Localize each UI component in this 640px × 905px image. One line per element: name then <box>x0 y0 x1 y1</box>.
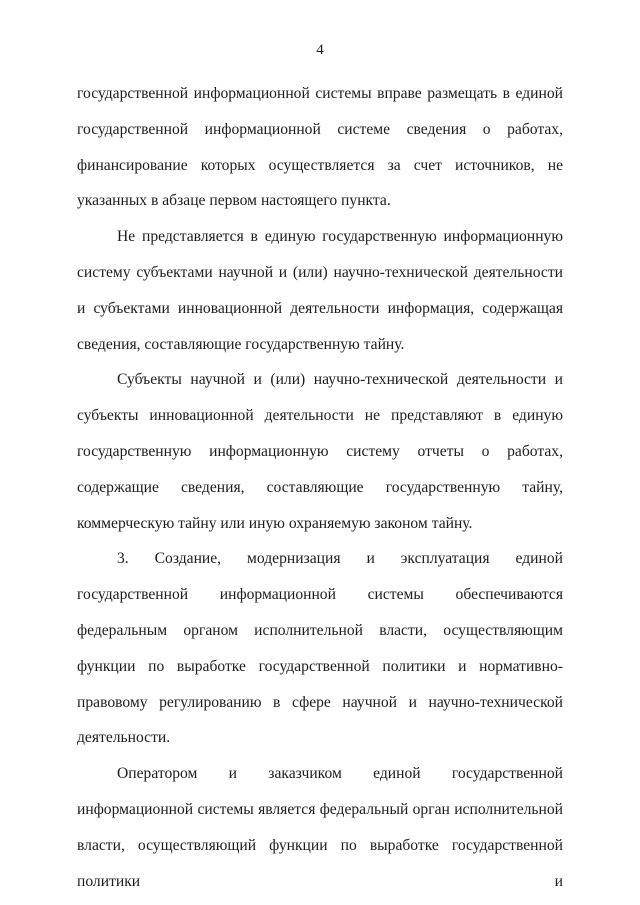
paragraph-reports-exclusion: Субъекты научной и (или) научно-технической деятельности и субъекты инновационной деятельности не представляют в единую государственную информационную систему отчеты о работах, содержащие сведения, составляющие государственную тайну, коммерческую тайну или иную охраняемую законом тайну. <box>77 371 563 532</box>
document-body <box>77 76 563 899</box>
paragraph-continuation: государственной информационной системы вправе размещать в единой государственной информационной системе сведения о работах, финансирование которых осуществляется за счет источников, не указанных в абзаце первом настоящего пункта. <box>77 85 563 210</box>
page-number: 4 <box>316 42 324 58</box>
paragraph-section-3: 3. Создание, модернизация и эксплуатация единой государственной информационной системы обеспечиваются федеральным органом исполнительной власти, осуществляющим функции по выработке государственной политики и нормативно-правовому регулированию в сфере научной и научно-технической деятельности. <box>77 550 563 747</box>
paragraph-operator: Оператором и заказчиком единой государственной информационной системы является федеральный орган исполнительной власти, осуществляющий функции по выработке государственной политики и <box>77 765 563 890</box>
paragraph-state-secret-exclusion: Не представляется в единую государственную информационную систему субъектами научной и (или) научно-технической деятельности и субъектами инновационной деятельности информация, содержащая сведения, составляющие государственную тайну. <box>77 228 563 353</box>
